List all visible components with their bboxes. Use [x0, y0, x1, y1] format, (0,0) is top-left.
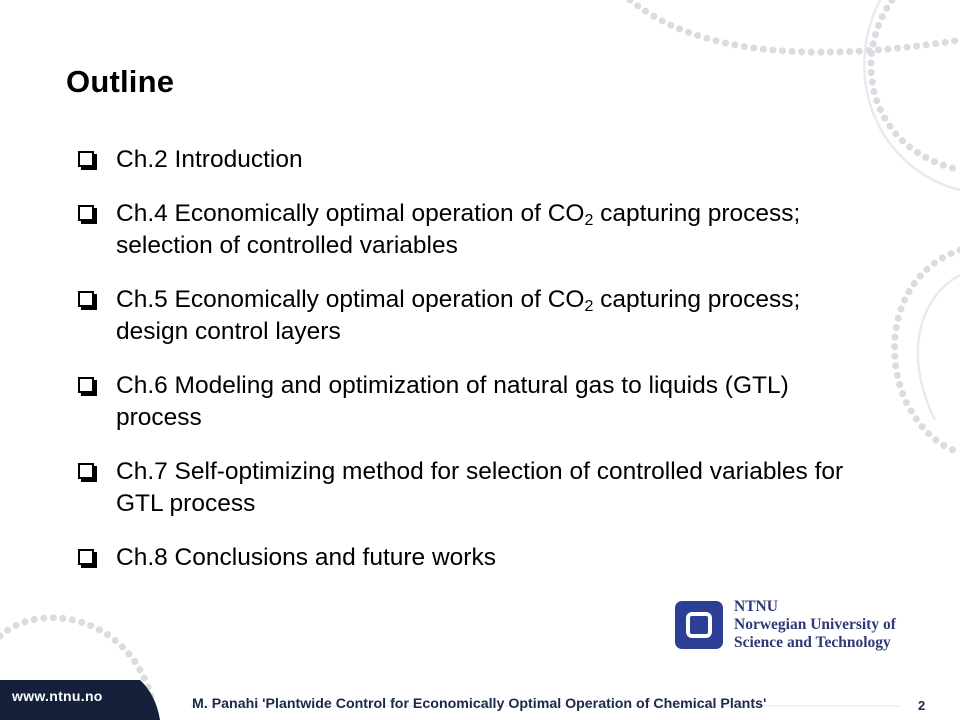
- ntnu-logo: [672, 596, 932, 660]
- checkbox-bullet-icon: [78, 549, 94, 565]
- dotted-arc-right-top: [871, 0, 960, 170]
- bullet-text: Ch.6 Modeling and optimization of natural gas to liquids (GTL) process: [116, 372, 789, 431]
- ntnu-logo-text: [734, 598, 896, 652]
- slide-title: Outline: [66, 64, 175, 99]
- bullet-text: Ch.5 Economically optimal operation of CO: [116, 286, 585, 313]
- footer-url-link[interactable]: www.ntnu.no: [12, 688, 103, 704]
- bullet-item: [78, 198, 858, 262]
- bullet-text: Ch.2 Introduction: [116, 146, 303, 173]
- logo-line-3: Science and Technology: [734, 634, 891, 651]
- footer: [0, 684, 960, 720]
- bullet-item: [78, 456, 858, 520]
- bullet-item: [78, 284, 858, 348]
- checkbox-bullet-icon: [78, 291, 94, 307]
- bullet-subscript: 2: [584, 212, 594, 229]
- bullet-text: Ch.4 Economically optimal operation of CO: [116, 200, 585, 227]
- bullet-list: [78, 144, 858, 574]
- dotted-arc-top: [630, 0, 960, 52]
- checkbox-bullet-icon: [78, 151, 94, 167]
- bullet-text: Ch.8 Conclusions and future works: [116, 544, 496, 571]
- thin-arc-right: [918, 275, 960, 420]
- bullet-item: [78, 370, 858, 434]
- checkbox-bullet-icon: [78, 463, 94, 479]
- checkbox-bullet-icon: [78, 377, 94, 393]
- page-number: 2: [918, 698, 926, 713]
- bullet-text-continued: capturing process; design control layers: [116, 286, 801, 345]
- bullet-text-continued: capturing process; selection of controlled variables: [116, 200, 801, 259]
- logo-line-1: NTNU: [734, 598, 778, 615]
- bullet-item: [78, 542, 858, 574]
- footer-citation: M. Panahi 'Plantwide Control for Economically Optimal Operation of Chemical Plants': [192, 696, 767, 712]
- logo-line-2: Norwegian University of: [734, 616, 896, 633]
- bullet-subscript: 2: [584, 298, 594, 315]
- bullet-text: Ch.7 Self-optimizing method for selection of controlled variables for GTL process: [116, 458, 844, 517]
- bullet-item: [78, 144, 858, 176]
- checkbox-bullet-icon: [78, 205, 94, 221]
- ntnu-logo-mark-icon: [675, 601, 723, 649]
